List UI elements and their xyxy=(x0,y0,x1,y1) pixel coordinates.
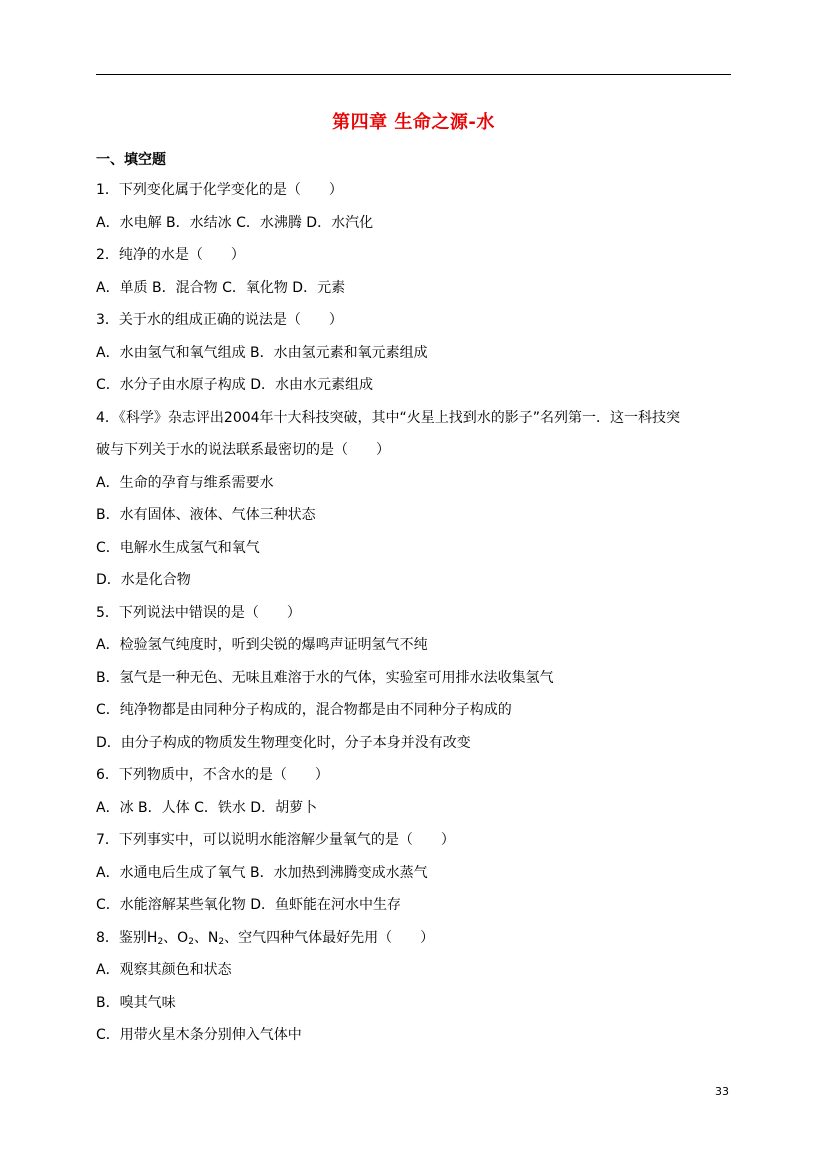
question-line: C．用带火星木条分别伸入气体中 xyxy=(96,1027,302,1043)
question-line: 1．下列变化属于化学变化的是（ ） xyxy=(96,182,343,198)
question-line: A．生命的孕育与维系需要水 xyxy=(96,475,274,491)
question-line: A．检验氢气纯度时，听到尖锐的爆鸣声证明氢气不纯 xyxy=(96,637,428,653)
question-line: C．水能溶解某些氧化物 D．鱼虾能在河水中生存 xyxy=(96,897,402,913)
section-heading: 一、填空题 xyxy=(96,152,166,168)
question-line: C．纯净物都是由同种分子构成的，混合物都是由不同种分子构成的 xyxy=(96,702,512,718)
question-line: B．水有固体、液体、气体三种状态 xyxy=(96,507,316,523)
question-line: 3．关于水的组成正确的说法是（ ） xyxy=(96,312,343,328)
question-line: 4．《科学》杂志评出2004年十大科技突破，其中“火星上找到水的影子”名列第一．这一科技突 xyxy=(96,410,681,426)
page-number: 33 xyxy=(715,1085,729,1098)
question-line: B．氢气是一种无色、无味且难溶于水的气体，实验室可用排水法收集氢气 xyxy=(96,670,554,686)
chapter-title: 第四章 生命之源-水 xyxy=(332,112,495,133)
question-line: C．电解水生成氢气和氧气 xyxy=(96,540,260,556)
question-line: D．由分子构成的物质发生物理变化时，分子本身并没有改变 xyxy=(96,735,471,751)
question-line: 5．下列说法中错误的是（ ） xyxy=(96,605,301,621)
header-rule xyxy=(96,74,731,75)
question-line: C．水分子由水原子构成 D．水由水元素组成 xyxy=(96,377,374,393)
question-line: A．冰 B．人体 C．铁水 D．胡萝卜 xyxy=(96,800,318,816)
question-line: A．水由氢气和氧气组成 B．水由氢元素和氧元素组成 xyxy=(96,345,428,361)
question-line: A．水电解 B．水结冰 C．水沸腾 D．水汽化 xyxy=(96,215,374,231)
question-line: A．观察其颜色和状态 xyxy=(96,962,232,978)
question-line: 7．下列事实中，可以说明水能溶解少量氧气的是（ ） xyxy=(96,832,455,848)
question-line: A．水通电后生成了氧气 B．水加热到沸腾变成水蒸气 xyxy=(96,865,428,881)
question-line: 破与下列关于水的说法联系最密切的是（ ） xyxy=(96,442,390,458)
question-line: 6．下列物质中，不含水的是（ ） xyxy=(96,767,329,783)
question-line: D．水是化合物 xyxy=(96,572,191,588)
question-8-line: 8．鉴别$H_2$、$O_2$、$N_2$、空气四种气体最好先用（ ） xyxy=(96,930,435,947)
question-line: A．单质 B．混合物 C．氧化物 D．元素 xyxy=(96,280,346,296)
question-line: B．嗅其气味 xyxy=(96,995,176,1011)
question-line: 2．纯净的水是（ ） xyxy=(96,247,245,263)
